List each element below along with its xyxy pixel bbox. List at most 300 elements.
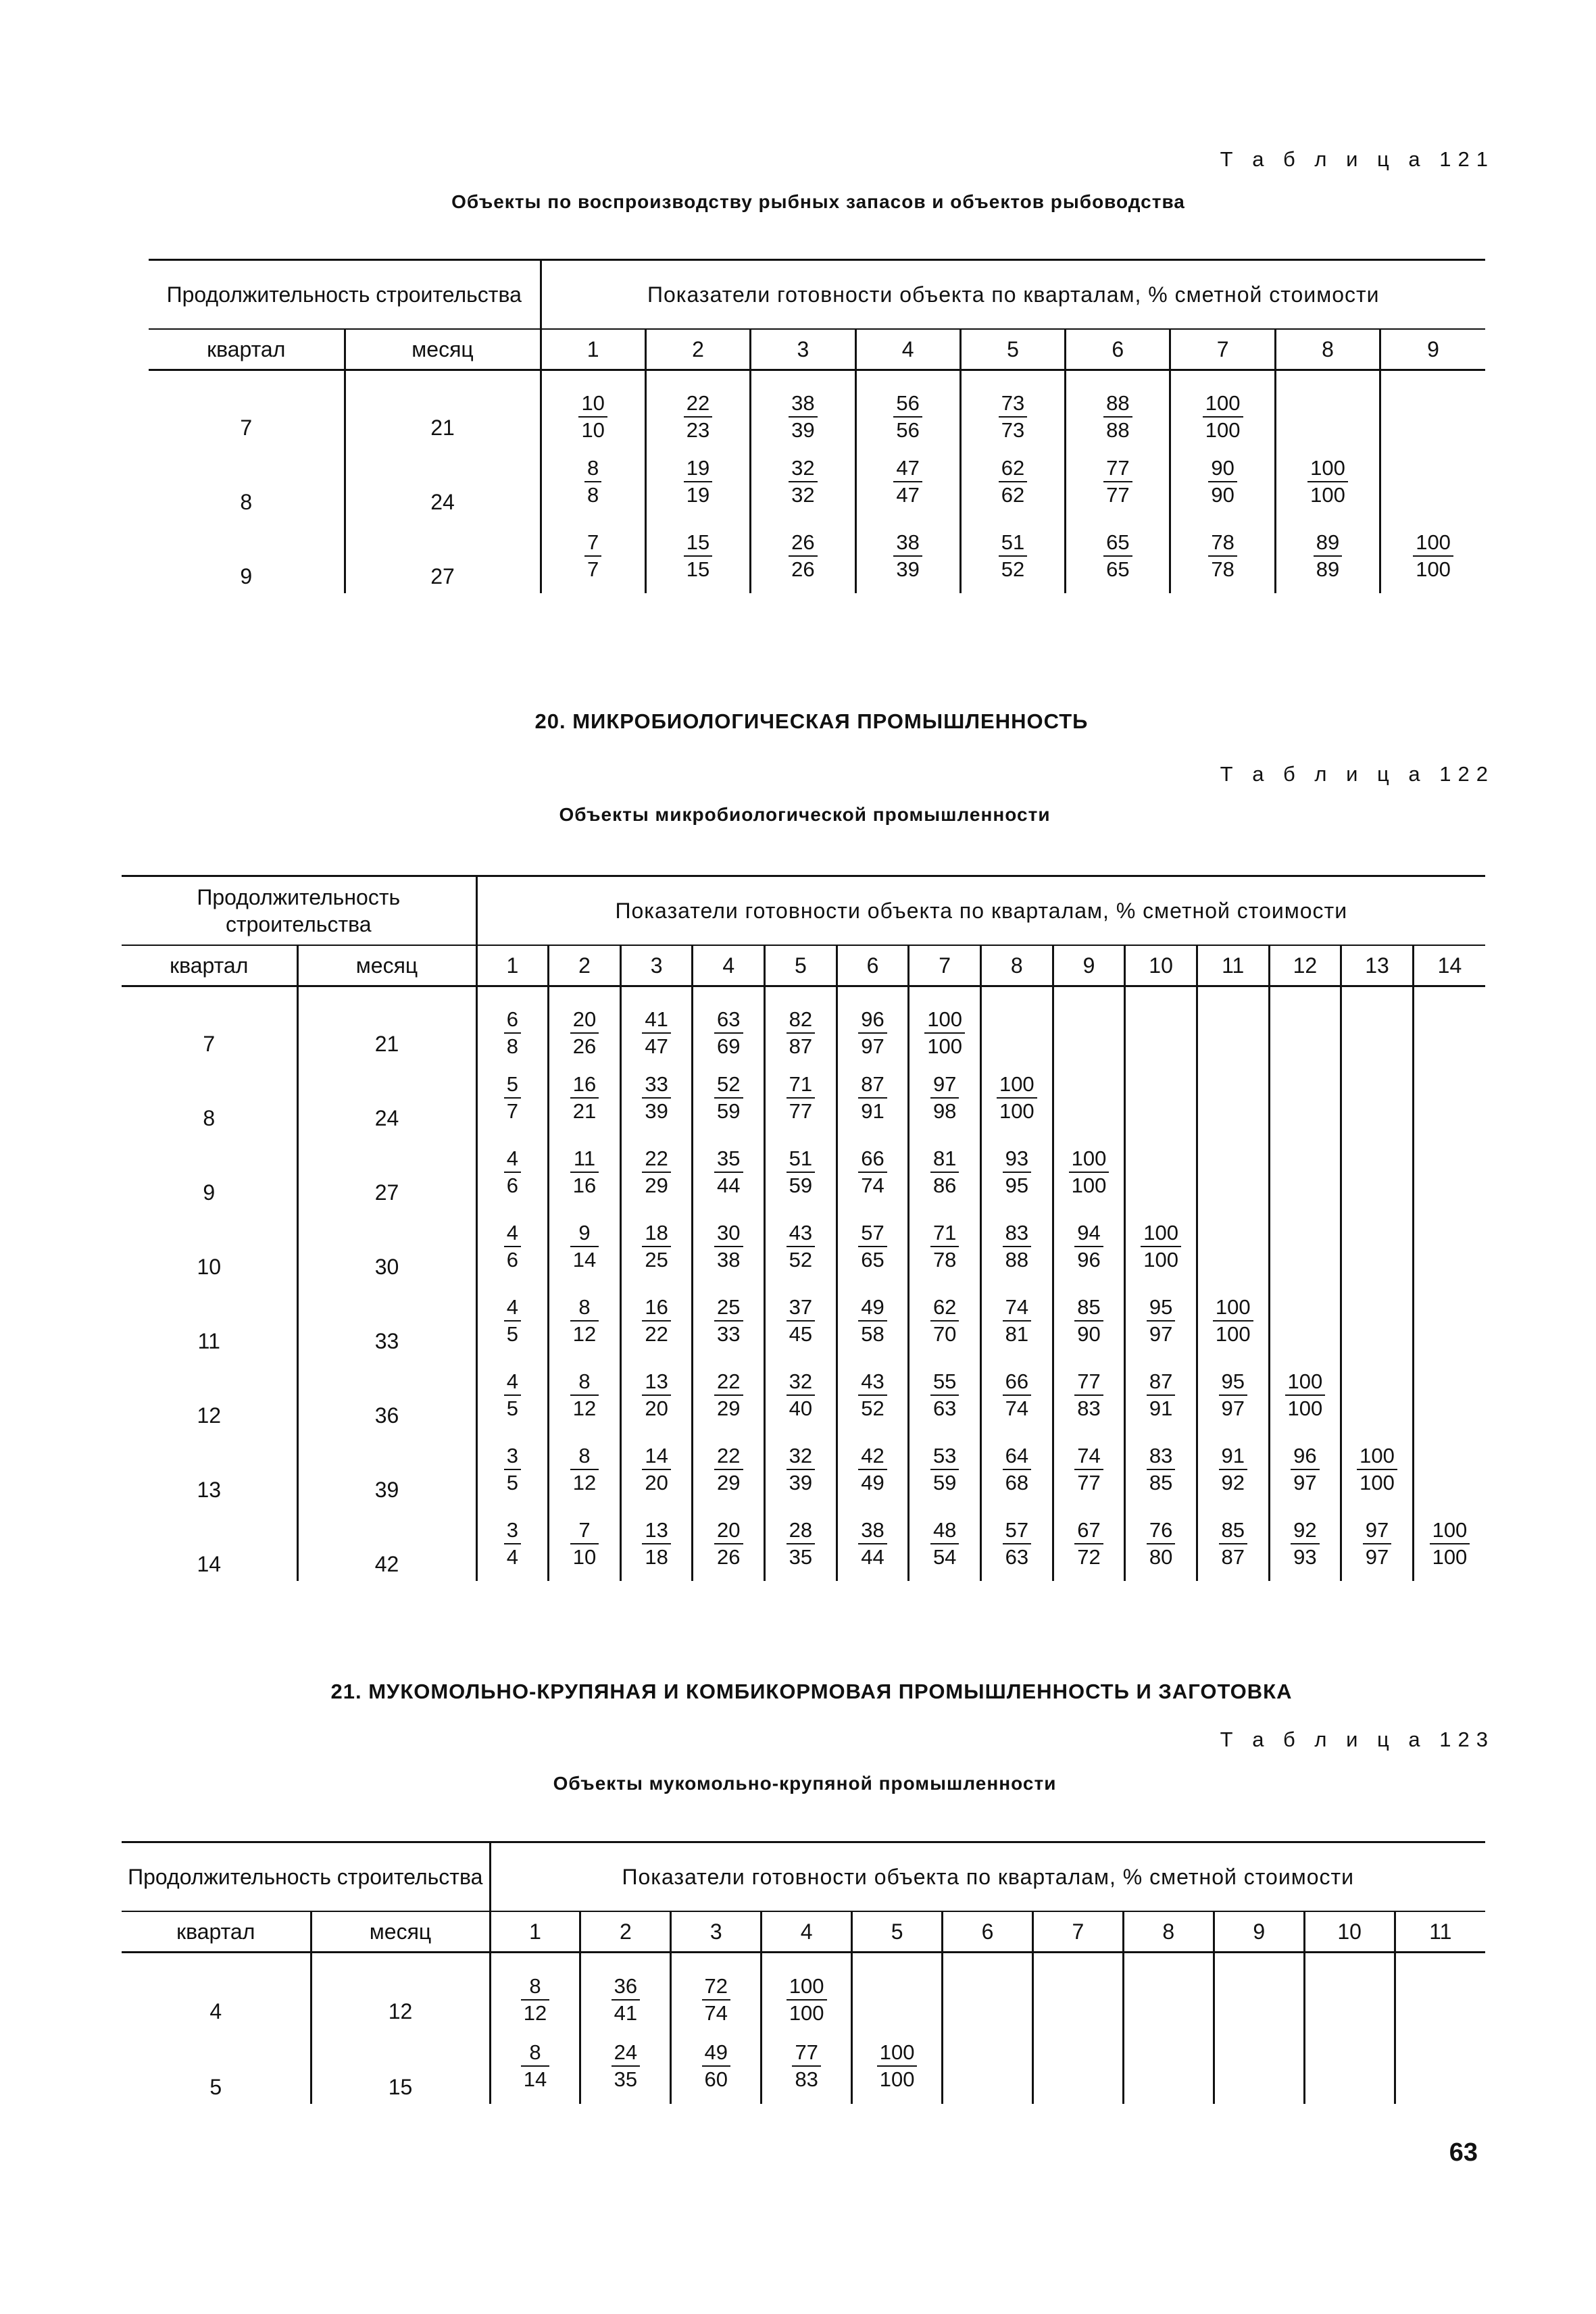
- fraction: [858, 1007, 887, 1059]
- col-header-month: месяц: [297, 945, 476, 986]
- value-cell: [1197, 1209, 1269, 1284]
- value-cell: [693, 1507, 765, 1581]
- fraction: [612, 2040, 640, 2092]
- fraction: [1208, 455, 1237, 508]
- fraction: [787, 1220, 815, 1273]
- fraction: [714, 1007, 743, 1059]
- value-cell: [1269, 1432, 1341, 1507]
- fraction-denominator: 77: [1106, 482, 1130, 507]
- fraction-denominator: 77: [1077, 1470, 1101, 1494]
- fraction: [642, 1517, 670, 1570]
- table-row: [122, 986, 1485, 1061]
- value-cell: [1197, 1135, 1269, 1209]
- col-header-quarter-13: 13: [1341, 945, 1414, 986]
- fraction: [858, 1369, 887, 1422]
- col-header-quarter-1: 1: [476, 945, 549, 986]
- fraction: [1147, 1517, 1175, 1570]
- value-cell: [1125, 1432, 1197, 1507]
- fraction-numerator: 100: [877, 2040, 918, 2067]
- fraction: [521, 2040, 549, 2092]
- value-cell: [1053, 1135, 1125, 1209]
- col-header-quarter-7: 7: [909, 945, 981, 986]
- value-cell: [1413, 1432, 1485, 1507]
- indicators-header: Показатели готовности объекта по кварталам, % сметной стоимости: [476, 876, 1485, 946]
- table-row: [149, 519, 1485, 593]
- fraction-denominator: 100: [879, 2067, 915, 2091]
- fraction: [930, 1443, 959, 1496]
- fraction-numerator: 57: [1003, 1517, 1031, 1544]
- fraction-numerator: 3: [504, 1443, 521, 1470]
- fraction: [858, 1146, 887, 1199]
- fraction-numerator: 83: [1003, 1220, 1031, 1247]
- col-header-quarter-1: 1: [490, 1911, 580, 1953]
- table-row: [122, 1284, 1485, 1358]
- fraction: [1074, 1220, 1103, 1273]
- fraction-denominator: 97: [1221, 1396, 1245, 1420]
- row-quarter: 14: [197, 1551, 222, 1576]
- value-cell: [1125, 1358, 1197, 1432]
- fraction-numerator: 88: [1103, 391, 1132, 418]
- fraction-numerator: 7: [570, 1517, 599, 1544]
- value-cell: [909, 986, 981, 1061]
- value-cell: [909, 1284, 981, 1358]
- table-123: [122, 1841, 1485, 2104]
- table-row: [122, 1209, 1485, 1284]
- fraction: [642, 1007, 670, 1059]
- fraction-denominator: 62: [1001, 482, 1025, 507]
- value-cell: [1053, 1507, 1125, 1581]
- fraction: [1103, 391, 1132, 443]
- fraction-denominator: 10: [572, 1544, 597, 1569]
- fraction-denominator: 74: [1005, 1396, 1029, 1420]
- fraction-numerator: 24: [612, 2040, 640, 2067]
- fraction: [504, 1220, 521, 1273]
- fraction-denominator: 63: [932, 1396, 957, 1420]
- fraction-denominator: 26: [717, 1544, 741, 1569]
- duration-header: Продолжительность строительства: [122, 876, 476, 946]
- fraction-denominator: 100: [927, 1034, 963, 1059]
- fraction-denominator: 45: [789, 1322, 813, 1346]
- fraction-denominator: 97: [861, 1034, 884, 1059]
- col-header-quarter-2: 2: [549, 945, 621, 986]
- fraction: [570, 1072, 599, 1124]
- value-cell: [1269, 1507, 1341, 1581]
- fraction-numerator: 18: [642, 1220, 670, 1247]
- fraction-numerator: 13: [642, 1369, 670, 1396]
- col-header-quarter-8: 8: [981, 945, 1053, 986]
- table-row: [122, 1507, 1485, 1581]
- fraction-denominator: 83: [795, 2067, 818, 2091]
- value-cell: [837, 1358, 909, 1432]
- section-21-title: 21. МУКОМОЛЬНО-КРУПЯНАЯ И КОМБИКОРМОВАЯ ПРОМЫШЛЕННОСТЬ И ЗАГОТОВКА: [330, 1680, 1293, 1703]
- fraction-numerator: 62: [930, 1294, 959, 1322]
- row-quarter: 4: [209, 1998, 222, 2023]
- value-cell: [1380, 519, 1485, 593]
- value-cell: [580, 1953, 671, 2028]
- fraction: [1003, 1443, 1031, 1496]
- fraction: [924, 1007, 965, 1059]
- fraction: [999, 391, 1027, 443]
- fraction-numerator: 4: [504, 1369, 521, 1396]
- value-cell: [1269, 1061, 1341, 1135]
- fraction-denominator: 100: [1310, 482, 1345, 507]
- value-cell: [549, 1358, 621, 1432]
- value-cell: [549, 1507, 621, 1581]
- fraction-denominator: 91: [1149, 1396, 1173, 1420]
- value-cell: [762, 1953, 852, 2028]
- row-month: 36: [297, 1358, 476, 1432]
- fraction-denominator: 88: [1005, 1247, 1029, 1272]
- fraction: [684, 530, 712, 582]
- fraction: [504, 1072, 521, 1124]
- fraction: [1147, 1443, 1175, 1496]
- fraction-denominator: 52: [1001, 557, 1025, 581]
- fraction-numerator: 22: [684, 391, 712, 418]
- fraction: [1003, 1146, 1031, 1199]
- fraction-numerator: 22: [642, 1146, 670, 1173]
- fraction: [504, 1443, 521, 1496]
- row-quarter: 11: [197, 1328, 220, 1353]
- fraction: [787, 1007, 815, 1059]
- fraction-denominator: 6: [506, 1247, 518, 1272]
- fraction-numerator: 97: [930, 1072, 959, 1099]
- col-header-quarter: квартал: [122, 1911, 311, 1953]
- fraction: [787, 1072, 815, 1124]
- fraction: [570, 1443, 599, 1496]
- fraction-numerator: 22: [714, 1443, 743, 1470]
- fraction-numerator: 16: [570, 1072, 599, 1099]
- row-quarter: 13: [197, 1477, 222, 1502]
- value-cell: [837, 986, 909, 1061]
- fraction-denominator: 58: [861, 1322, 884, 1346]
- row-month: 24: [297, 1061, 476, 1135]
- fraction: [999, 455, 1027, 508]
- col-header-month: месяц: [345, 329, 541, 370]
- fraction-denominator: 93: [1293, 1544, 1317, 1569]
- fraction-numerator: 100: [1203, 391, 1243, 418]
- fraction: [1147, 1294, 1175, 1347]
- table-row: [122, 1135, 1485, 1209]
- fraction: [787, 1294, 815, 1347]
- fraction-denominator: 49: [861, 1470, 884, 1494]
- fraction-numerator: 64: [1003, 1443, 1031, 1470]
- fraction-denominator: 65: [861, 1247, 884, 1272]
- fraction-numerator: 85: [1074, 1294, 1103, 1322]
- value-cell: [1341, 986, 1414, 1061]
- fraction: [1069, 1146, 1109, 1199]
- fraction-denominator: 10: [581, 418, 605, 443]
- fraction-denominator: 44: [861, 1544, 884, 1569]
- value-cell: [541, 519, 645, 593]
- row-quarter: 8: [240, 489, 253, 514]
- value-cell: [1275, 519, 1380, 593]
- fraction: [702, 2040, 730, 2092]
- fraction: [789, 391, 817, 443]
- fraction: [787, 1146, 815, 1199]
- fraction: [893, 530, 922, 582]
- fraction-numerator: 74: [1003, 1294, 1031, 1322]
- fraction-denominator: 73: [1001, 418, 1025, 443]
- col-header-quarter-1: 1: [541, 329, 645, 370]
- fraction: [787, 1973, 827, 2026]
- fraction-numerator: 57: [858, 1220, 887, 1247]
- table-121-caption: Объекты по воспроизводству рыбных запасов и объектов рыбоводства: [451, 191, 1185, 212]
- col-header-quarter-4: 4: [855, 329, 960, 370]
- value-cell: [981, 1358, 1053, 1432]
- fraction-denominator: 100: [1416, 557, 1451, 581]
- fraction-denominator: 8: [587, 482, 599, 507]
- value-cell: [1269, 1284, 1341, 1358]
- value-cell: [620, 1284, 693, 1358]
- value-cell: [765, 1209, 837, 1284]
- page-number: 63: [1449, 2138, 1478, 2167]
- value-cell: [1269, 1135, 1341, 1209]
- fraction-denominator: 20: [645, 1396, 668, 1420]
- value-cell: [1275, 445, 1380, 519]
- fraction: [570, 1146, 599, 1199]
- fraction-numerator: 62: [999, 455, 1027, 482]
- fraction: [1141, 1220, 1181, 1273]
- value-cell: [855, 445, 960, 519]
- fraction-denominator: 29: [717, 1396, 741, 1420]
- value-cell: [671, 1953, 762, 2028]
- fraction-denominator: 100: [1432, 1544, 1468, 1569]
- fraction: [877, 2040, 918, 2092]
- fraction-numerator: 77: [1074, 1369, 1103, 1396]
- fraction-denominator: 15: [686, 557, 710, 581]
- fraction-numerator: 100: [1141, 1220, 1181, 1247]
- fraction: [642, 1443, 670, 1496]
- col-header-quarter-10: 10: [1304, 1911, 1395, 1953]
- fraction: [1074, 1517, 1103, 1570]
- fraction-numerator: 32: [789, 455, 817, 482]
- value-cell: [1125, 1061, 1197, 1135]
- table-row: [122, 1061, 1485, 1135]
- value-cell: [909, 1209, 981, 1284]
- value-cell: [837, 1135, 909, 1209]
- col-header-quarter-9: 9: [1380, 329, 1485, 370]
- fraction: [702, 1973, 730, 2026]
- value-cell: [981, 1209, 1053, 1284]
- fraction-denominator: 100: [999, 1099, 1034, 1123]
- fraction-numerator: 100: [1213, 1294, 1253, 1322]
- value-cell: [765, 1135, 837, 1209]
- fraction-numerator: 63: [714, 1007, 743, 1034]
- col-header-quarter-6: 6: [943, 1911, 1033, 1953]
- fraction-denominator: 80: [1149, 1544, 1173, 1569]
- fraction-denominator: 54: [932, 1544, 957, 1569]
- col-header-quarter-6: 6: [1066, 329, 1170, 370]
- fraction: [642, 1072, 670, 1124]
- fraction-numerator: 93: [1003, 1146, 1031, 1173]
- fraction-numerator: 41: [642, 1007, 670, 1034]
- fraction-numerator: 56: [893, 391, 922, 418]
- value-cell: [693, 1209, 765, 1284]
- fraction-numerator: 97: [1363, 1517, 1391, 1544]
- value-cell: [620, 1358, 693, 1432]
- value-cell: [476, 986, 549, 1061]
- value-cell: [751, 519, 855, 593]
- fraction-denominator: 7: [506, 1099, 518, 1123]
- value-cell: [837, 1284, 909, 1358]
- fraction-numerator: 8: [521, 2040, 549, 2067]
- fraction-numerator: 4: [504, 1220, 521, 1247]
- col-header-quarter-3: 3: [751, 329, 855, 370]
- value-cell: [1197, 1061, 1269, 1135]
- fraction-denominator: 47: [896, 482, 920, 507]
- fraction: [1430, 1517, 1470, 1570]
- col-header-quarter-5: 5: [852, 1911, 943, 1953]
- row-quarter: 9: [203, 1180, 216, 1205]
- fraction: [578, 391, 607, 443]
- fraction-denominator: 91: [861, 1099, 884, 1123]
- fraction: [1003, 1369, 1031, 1422]
- fraction-numerator: 100: [1430, 1517, 1470, 1544]
- fraction: [1314, 530, 1342, 582]
- fraction-denominator: 19: [686, 482, 710, 507]
- fraction: [1103, 530, 1132, 582]
- value-cell: [1123, 2028, 1214, 2104]
- fraction-denominator: 35: [789, 1544, 813, 1569]
- value-cell: [549, 1061, 621, 1135]
- table-123-caption: Объекты мукомольно-крупяной промышленности: [553, 1773, 1057, 1794]
- fraction: [1285, 1369, 1326, 1422]
- fraction: [1413, 530, 1453, 582]
- fraction-denominator: 16: [572, 1173, 597, 1197]
- fraction: [570, 1007, 599, 1059]
- table-row: [122, 1358, 1485, 1432]
- fraction-denominator: 77: [789, 1099, 813, 1123]
- value-cell: [762, 2028, 852, 2104]
- fraction-numerator: 100: [1307, 455, 1348, 482]
- value-cell: [1413, 1209, 1485, 1284]
- fraction-numerator: 9: [570, 1220, 599, 1247]
- fraction-denominator: 39: [791, 418, 815, 443]
- row-month: 27: [345, 519, 541, 593]
- value-cell: [981, 1061, 1053, 1135]
- fraction-numerator: 53: [930, 1443, 959, 1470]
- table-row: [149, 445, 1485, 519]
- value-cell: [1197, 986, 1269, 1061]
- value-cell: [476, 1209, 549, 1284]
- col-header-quarter-5: 5: [960, 329, 1065, 370]
- fraction: [1219, 1443, 1247, 1496]
- value-cell: [1032, 2028, 1123, 2104]
- fraction: [714, 1517, 743, 1570]
- fraction-numerator: 71: [930, 1220, 959, 1247]
- fraction-denominator: 39: [789, 1470, 813, 1494]
- fraction: [893, 455, 922, 508]
- value-cell: [693, 1432, 765, 1507]
- value-cell: [620, 1209, 693, 1284]
- fraction-numerator: 51: [787, 1146, 815, 1173]
- fraction: [1208, 530, 1237, 582]
- value-cell: [1170, 370, 1275, 445]
- value-cell: [1125, 1507, 1197, 1581]
- fraction: [858, 1443, 887, 1496]
- fraction-numerator: 87: [1147, 1369, 1175, 1396]
- value-cell: [541, 370, 645, 445]
- fraction-denominator: 70: [932, 1322, 957, 1346]
- fraction-numerator: 43: [858, 1369, 887, 1396]
- value-cell: [549, 1209, 621, 1284]
- table-row: [122, 1953, 1485, 2028]
- row-month: 12: [311, 1953, 490, 2028]
- value-cell: [837, 1432, 909, 1507]
- fraction-numerator: 20: [570, 1007, 599, 1034]
- fraction-denominator: 90: [1211, 482, 1235, 507]
- value-cell: [1380, 370, 1485, 445]
- fraction: [787, 1443, 815, 1496]
- fraction-denominator: 59: [789, 1173, 813, 1197]
- value-cell: [1125, 1209, 1197, 1284]
- value-cell: [1197, 1358, 1269, 1432]
- fraction-numerator: 96: [858, 1007, 887, 1034]
- value-cell: [751, 370, 855, 445]
- fraction-denominator: 69: [717, 1034, 741, 1059]
- fraction: [684, 391, 712, 443]
- fraction-numerator: 16: [642, 1294, 670, 1322]
- fraction-denominator: 8: [506, 1034, 518, 1059]
- value-cell: [476, 1507, 549, 1581]
- fraction-numerator: 78: [1208, 530, 1237, 557]
- value-cell: [1125, 1284, 1197, 1358]
- value-cell: [1170, 519, 1275, 593]
- value-cell: [1413, 1061, 1485, 1135]
- value-cell: [852, 1953, 943, 2028]
- row-quarter: 5: [209, 2074, 222, 2099]
- value-cell: [1341, 1061, 1414, 1135]
- value-cell: [620, 1135, 693, 1209]
- fraction-denominator: 59: [932, 1470, 957, 1494]
- fraction-denominator: 56: [896, 418, 920, 443]
- value-cell: [1053, 1358, 1125, 1432]
- value-cell: [837, 1061, 909, 1135]
- row-quarter: 10: [197, 1254, 222, 1279]
- value-cell: [981, 1284, 1053, 1358]
- value-cell: [549, 1135, 621, 1209]
- row-month: 21: [345, 370, 541, 445]
- value-cell: [909, 1358, 981, 1432]
- fraction-denominator: 100: [1287, 1396, 1323, 1420]
- value-cell: [981, 1507, 1053, 1581]
- fraction-denominator: 100: [789, 2001, 824, 2026]
- value-cell: [1053, 1432, 1125, 1507]
- value-cell: [1304, 1953, 1395, 2028]
- fraction: [1003, 1294, 1031, 1347]
- value-cell: [765, 986, 837, 1061]
- value-cell: [541, 445, 645, 519]
- fraction: [642, 1369, 670, 1422]
- value-cell: [620, 1061, 693, 1135]
- fraction-denominator: 100: [1143, 1247, 1178, 1272]
- fraction-numerator: 92: [1291, 1517, 1319, 1544]
- fraction-numerator: 47: [893, 455, 922, 482]
- fraction-numerator: 91: [1219, 1443, 1247, 1470]
- fraction-denominator: 89: [1316, 557, 1340, 581]
- value-cell: [943, 2028, 1033, 2104]
- value-cell: [1053, 986, 1125, 1061]
- fraction-denominator: 65: [1106, 557, 1130, 581]
- fraction-numerator: 13: [642, 1517, 670, 1544]
- col-header-quarter-9: 9: [1053, 945, 1125, 986]
- value-cell: [620, 986, 693, 1061]
- table-row: [122, 2028, 1485, 2104]
- fraction-denominator: 78: [1211, 557, 1235, 581]
- value-cell: [1380, 445, 1485, 519]
- fraction-denominator: 88: [1106, 418, 1130, 443]
- fraction: [1363, 1517, 1391, 1570]
